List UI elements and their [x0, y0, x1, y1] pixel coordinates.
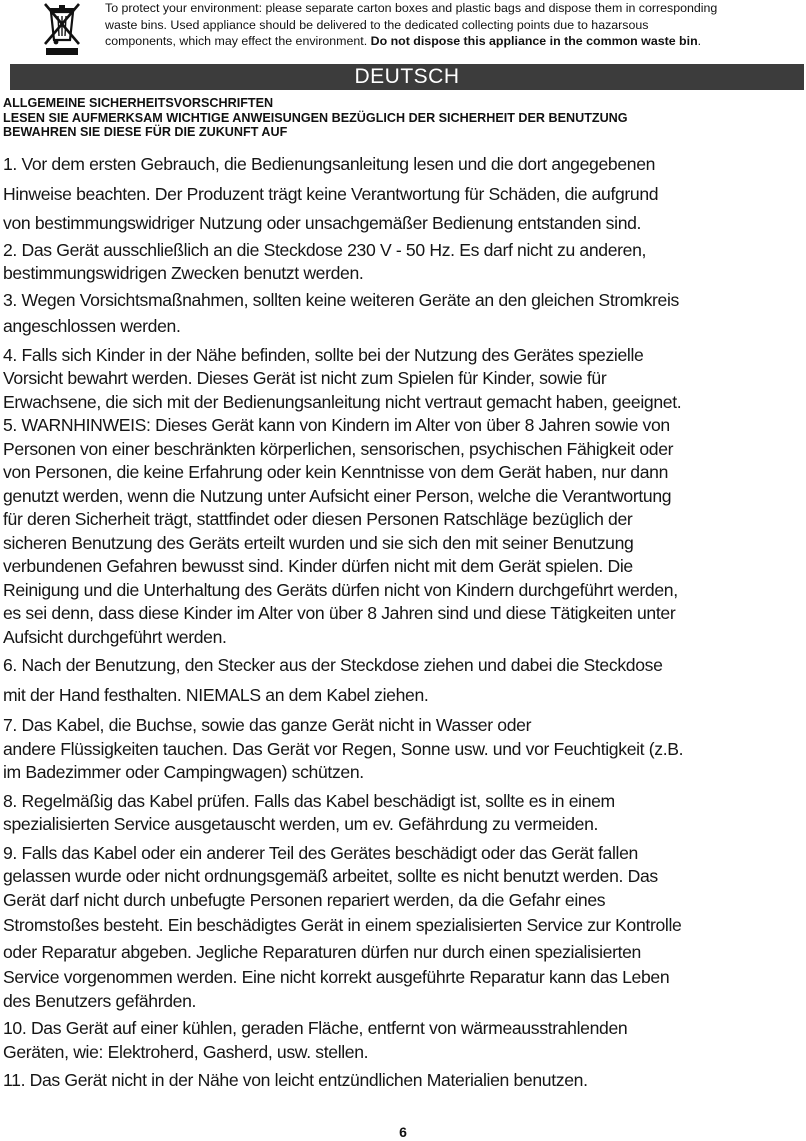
- instruction-line: sicheren Benutzung des Geräts erteilt wurden und sie sich den mit seiner Benutzung: [3, 532, 634, 553]
- instruction-line: 3. Wegen Vorsichtsmaßnahmen, sollten keine weiteren Geräte an den gleichen Stromkreis: [3, 289, 680, 310]
- instruction-line: von Personen, die keine Erfahrung oder kein Kenntnisse von dem Gerät haben, nur dann: [3, 462, 669, 482]
- instruction-item-1: [3, 150, 805, 239]
- instruction-line: genutzt werden, wenn die Nutzung unter Aufsicht einer Person, welche die Verantwortung: [3, 485, 672, 506]
- environment-line-end: .: [697, 34, 702, 48]
- instruction-line: 5. WARNHINWEIS: Dieses Gerät kann von Kindern im Alter von über 8 Jahren sowie von: [3, 415, 670, 435]
- instruction-line: Geräten, wie: Elektroherd, Gasherd, usw. stellen.: [3, 1041, 369, 1062]
- instruction-line: für deren Sicherheit trägt, stattfindet oder diesen Personen Ratschläge bezüglich der: [3, 509, 633, 529]
- instruction-item-5: [3, 414, 805, 649]
- instruction-item-7: [3, 714, 805, 785]
- instruction-item-8: [3, 790, 805, 837]
- instruction-item-9: [3, 842, 805, 1014]
- environment-line-normal: components, which may effect the environment.: [105, 34, 371, 48]
- environment-line: [105, 33, 803, 50]
- instruction-line: 4. Falls sich Kinder in der Nähe befinden, sollte bei der Nutzung des Gerätes spezielle: [3, 344, 644, 365]
- instruction-line: spezialisierten Service ausgetauscht werden, um ev. Gefährdung zu vermeiden.: [3, 814, 599, 834]
- instruction-line: 10. Das Gerät auf einer kühlen, geraden Fläche, entfernt von wärmeausstrahlenden: [3, 1018, 628, 1038]
- instruction-line: Vorsicht bewahrt werden. Dieses Gerät ist nicht zum Spielen für Kinder, sowie für: [3, 368, 607, 388]
- instruction-item-11: [3, 1069, 805, 1093]
- environment-notice: [0, 0, 806, 60]
- instruction-line: von bestimmungswidriger Nutzung oder unsachgemäßer Bedienung entstanden sind.: [3, 213, 642, 233]
- crossed-out-wheelie-bin-icon: [38, 2, 88, 56]
- heading-general-safety: ALLGEMEINE SICHERHEITSVORSCHRIFTEN: [3, 96, 274, 110]
- instruction-line: verbundenen Gefahren bewusst sind. Kinder dürfen nicht mit dem Gerät spielen. Die: [3, 556, 633, 576]
- instruction-line: 8. Regelmäßig das Kabel prüfen. Falls das Kabel beschädigt ist, sollte es in einem: [3, 790, 615, 811]
- instruction-item-6: [3, 651, 805, 710]
- instruction-item-10: [3, 1017, 805, 1064]
- instruction-line: Gerät darf nicht durch unbefugte Personen repariert werden, da die Gefahr eines: [3, 889, 606, 910]
- instruction-line: Erwachsene, die sich mit der Bedienungsanleitung nicht vertraut gemacht haben, geeignet.: [3, 391, 682, 412]
- environment-line-bold: Do not dispose this appliance in the common waste bin: [370, 34, 698, 48]
- instruction-line: 1. Vor dem ersten Gebrauch, die Bedienungsanleitung lesen und die dort angegebenen: [3, 154, 656, 174]
- heading-keep-for-future: BEWAHREN SIE DIESE FÜR DIE ZUKUNFT AUF: [3, 125, 288, 139]
- environment-text: [105, 0, 803, 50]
- environment-line: To protect your environment: please separate carton boxes and plastic bags and dispose them in corresponding: [105, 1, 718, 15]
- instruction-line: bestimmungswidrigen Zwecken benutzt werden.: [3, 263, 364, 283]
- instruction-line: 9. Falls das Kabel oder ein anderer Teil des Gerätes beschädigt oder das Gerät fallen: [3, 842, 638, 863]
- language-bar: DEUTSCH: [10, 64, 804, 90]
- instruction-line: Stromstoßes besteht. Ein beschädigtes Gerät in einem spezialisierten Service zur Kontrolle: [3, 915, 682, 935]
- instruction-line: Hinweise beachten. Der Produzent trägt keine Verantwortung für Schäden, die aufgrund: [3, 183, 659, 204]
- instruction-line: es sei denn, dass diese Kinder im Alter von über 8 Jahren sind und diese Tätigkeiten unter: [3, 603, 676, 623]
- instruction-line: Reinigung und die Unterhaltung des Geräts dürfen nicht von Kindern durchgeführt werden,: [3, 579, 678, 600]
- instruction-line: angeschlossen werden.: [3, 316, 181, 336]
- instruction-line: 6. Nach der Benutzung, den Stecker aus der Steckdose ziehen und dabei die Steckdose: [3, 655, 663, 675]
- safety-headings: [3, 96, 803, 140]
- instruction-line: Personen von einer beschränkten körperlichen, sensorischen, psychischen Fähigkeit oder: [3, 438, 674, 459]
- instruction-line: Aufsicht durchgeführt werden.: [3, 626, 227, 647]
- safety-instructions: [3, 150, 805, 1093]
- instruction-line: im Badezimmer oder Campingwagen) schützen.: [3, 762, 364, 782]
- instruction-line: 7. Das Kabel, die Buchse, sowie das ganze Gerät nicht in Wasser oder: [3, 715, 532, 735]
- instruction-line: andere Flüssigkeiten tauchen. Das Gerät vor Regen, Sonne usw. und vor Feuchtigkeit (z.B.: [3, 738, 684, 759]
- instruction-line: mit der Hand festhalten. NIEMALS an dem Kabel ziehen.: [3, 684, 429, 705]
- instruction-item-3: [3, 286, 805, 339]
- instruction-line: des Benutzers gefährden.: [3, 990, 197, 1011]
- heading-read-carefully: LESEN SIE AUFMERKSAM WICHTIGE ANWEISUNGEN BEZÜGLICH DER SICHERHEIT DER BENUTZUNG: [3, 110, 628, 125]
- environment-line: waste bins. Used appliance should be delivered to the dedicated collecting points due to hazarsous: [105, 17, 649, 32]
- instruction-item-4: [3, 344, 805, 415]
- instruction-line: oder Reparatur abgeben. Jegliche Reparaturen dürfen nur durch einen spezialisierten: [3, 942, 641, 962]
- instruction-line: 2. Das Gerät ausschließlich an die Steckdose 230 V - 50 Hz. Es darf nicht zu anderen,: [3, 239, 647, 260]
- page-number: 6: [399, 1124, 407, 1140]
- instruction-line: 11. Das Gerät nicht in der Nähe von leicht entzündlichen Materialien benutzen.: [3, 1070, 588, 1090]
- instruction-item-2: [3, 239, 805, 286]
- instruction-line: Service vorgenommen werden. Eine nicht korrekt ausgeführte Reparatur kann das Leben: [3, 967, 670, 987]
- instruction-line: gelassen wurde oder nicht ordnungsgemäß arbeitet, sollte es nicht benutzt werden. Das: [3, 866, 658, 886]
